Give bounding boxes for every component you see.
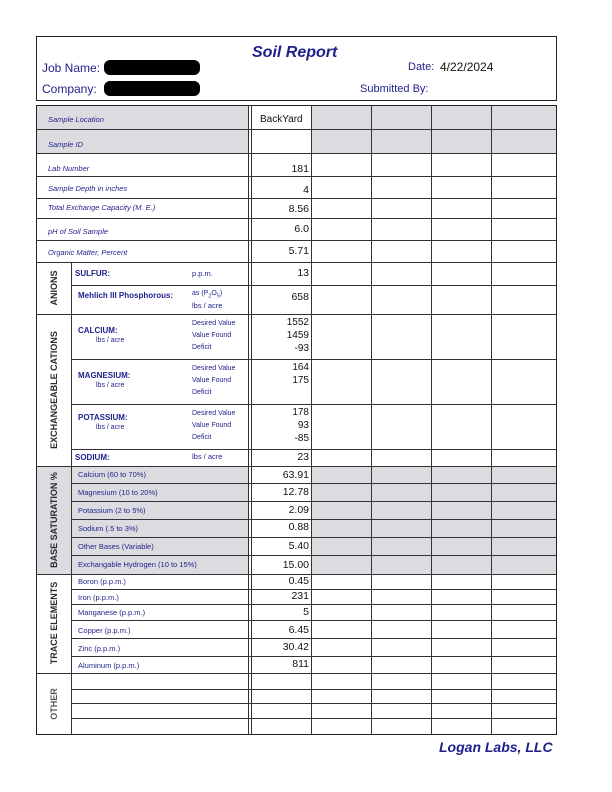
sample-location-value: BackYard — [260, 114, 303, 125]
bs-hydrogen-value: 15.00 — [282, 559, 309, 571]
potassium-found: 93 — [297, 420, 309, 431]
magnesium-found: 175 — [292, 375, 309, 386]
potassium-unit: lbs / acre — [96, 424, 125, 431]
magnesium-deficit-label: Deficit — [192, 389, 212, 396]
trace-boron-value: 0.45 — [288, 575, 309, 587]
bs-potassium-value: 2.09 — [288, 504, 309, 516]
magnesium-desired: 164 — [292, 362, 309, 373]
date-value: 4/22/2024 — [440, 60, 494, 74]
brand-logan-labs: Logan Labs, LLC — [439, 739, 553, 755]
calcium-found: 1459 — [286, 330, 309, 341]
company-label: Company: — [42, 82, 97, 96]
section-other: OTHER — [49, 688, 59, 720]
ph-label: pH of Soil Sample — [48, 227, 109, 236]
bs-calcium-value: 63.91 — [282, 469, 309, 481]
sample-id-label: Sample ID — [48, 140, 84, 149]
trace-manganese-value: 5 — [303, 606, 309, 618]
calcium-unit: lbs / acre — [96, 337, 125, 344]
sulfur-label: SULFUR: — [75, 269, 111, 278]
bs-other-value: 5.40 — [288, 540, 309, 552]
sodium-value: 23 — [297, 451, 309, 463]
tec-label: Total Exchange Capacity (M. E.) — [48, 203, 156, 212]
ph-value: 6.0 — [294, 223, 309, 235]
section-anions: ANIONS — [49, 270, 59, 306]
sodium-unit: lbs / acre — [192, 452, 223, 461]
bs-magnesium-value: 12.78 — [282, 486, 309, 498]
bs-hydrogen-label: Exchangable Hydrogen (10 to 15%) — [78, 560, 197, 569]
bs-other-label: Other Bases (Variable) — [78, 542, 154, 551]
calcium-desired-label: Desired Value — [192, 320, 236, 327]
phosphorous-label: Mehlich III Phosphorous: — [78, 291, 174, 300]
trace-iron-label: Iron (p.p.m.) — [78, 593, 119, 602]
job-name-redacted — [104, 60, 200, 75]
trace-zinc-value: 30.42 — [282, 641, 309, 653]
tec-value: 8.56 — [288, 203, 309, 215]
organic-matter-value: 5.71 — [288, 245, 309, 257]
sulfur-unit: p.p.m. — [192, 269, 213, 278]
magnesium-desired-label: Desired Value — [192, 365, 236, 372]
calcium-found-label: Value Found — [192, 332, 232, 339]
phosphorous-unit-lbs: lbs / acre — [192, 301, 223, 310]
phosphorous-unit: as $(P_2O_5)$ — [192, 290, 223, 300]
lab-number-value: 181 — [291, 163, 309, 175]
section-base-saturation: BASE SATURATION % — [49, 472, 59, 568]
report-title: Soil Report — [252, 44, 338, 61]
bs-magnesium-label: Magnesium (10 to 20%) — [78, 488, 158, 497]
potassium-desired: 178 — [292, 407, 309, 418]
potassium-found-label: Value Found — [192, 422, 232, 429]
section-exchangeable-cations: EXCHANGEABLE CATIONS — [49, 331, 59, 449]
magnesium-found-label: Value Found — [192, 377, 232, 384]
magnesium-label: MAGNESIUM: — [78, 371, 131, 380]
magnesium-unit: lbs / acre — [96, 382, 125, 389]
company-redacted — [104, 81, 200, 96]
trace-manganese-label: Manganese (p.p.m.) — [78, 608, 146, 617]
sample-depth-label: Sample Depth in inches — [48, 184, 128, 193]
bs-potassium-label: Potassium (2 to 5%) — [78, 506, 146, 515]
calcium-deficit: -93 — [294, 343, 309, 354]
potassium-deficit-label: Deficit — [192, 434, 212, 441]
trace-iron-value: 231 — [291, 590, 309, 602]
phosphorous-value: 658 — [291, 291, 309, 303]
sodium-label: SODIUM: — [75, 453, 110, 462]
bs-sodium-value: 0.88 — [288, 521, 309, 533]
calcium-label: CALCIUM: — [78, 326, 118, 335]
trace-zinc-label: Zinc (p.p.m.) — [78, 644, 121, 653]
trace-copper-value: 6.45 — [288, 624, 309, 636]
bs-calcium-label: Calcium (60 to 70%) — [78, 470, 146, 479]
date-label: Date: — [408, 61, 435, 73]
calcium-desired: 1552 — [286, 317, 309, 328]
sample-depth-value: 4 — [303, 184, 309, 196]
trace-aluminum-value: 811 — [292, 658, 309, 670]
sulfur-value: 13 — [297, 267, 309, 279]
bs-sodium-label: Sodium (.5 to 3%) — [78, 524, 139, 533]
potassium-deficit: -85 — [294, 433, 309, 444]
lab-number-label: Lab Number — [48, 164, 90, 173]
submitted-by-label: Submitted By: — [360, 83, 429, 95]
section-trace-elements: TRACE ELEMENTS — [49, 581, 59, 665]
results-table — [36, 105, 557, 735]
trace-copper-label: Copper (p.p.m.) — [78, 626, 131, 635]
job-name-label: Job Name: — [42, 61, 101, 75]
trace-boron-label: Boron (p.p.m.) — [78, 577, 126, 586]
organic-matter-label: Organic Matter, Percent — [48, 248, 128, 257]
potassium-label: POTASSIUM: — [78, 413, 128, 422]
calcium-deficit-label: Deficit — [192, 344, 212, 351]
trace-aluminum-label: Aluminum (p.p.m.) — [78, 661, 140, 670]
sample-location-label: Sample Location — [48, 115, 104, 124]
potassium-desired-label: Desired Value — [192, 410, 236, 417]
